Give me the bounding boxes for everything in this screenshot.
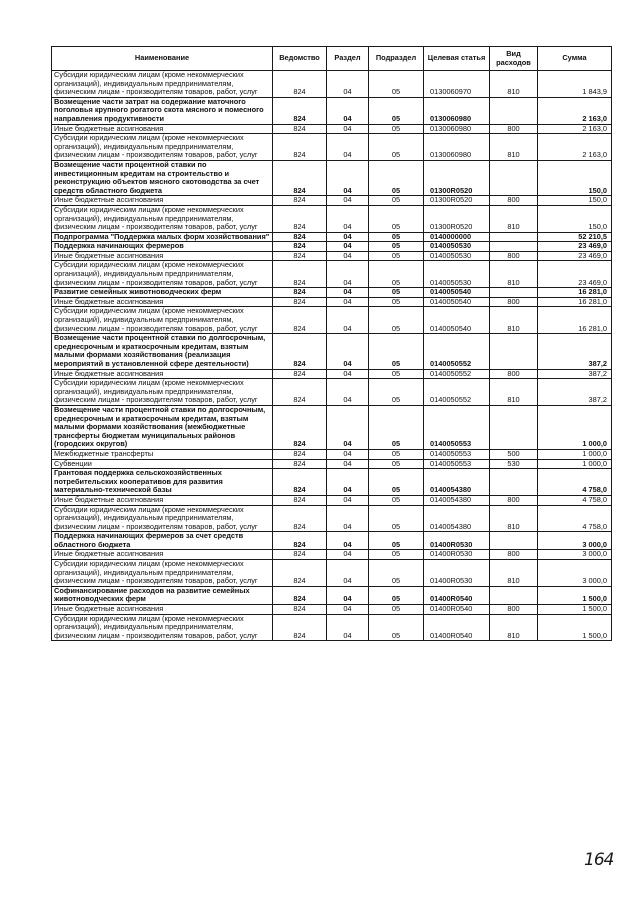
row-summa: 3 000,0 — [538, 560, 612, 587]
row-razdel: 04 — [327, 469, 369, 496]
row-vedomstvo: 824 — [273, 614, 327, 641]
table-row — [52, 560, 612, 587]
row-name: Иные бюджетные ассигнования — [52, 495, 273, 505]
row-razdel: 04 — [327, 297, 369, 307]
row-name: Подпрограмма "Поддержка малых форм хозяйствования" — [52, 232, 273, 242]
table-row — [52, 71, 612, 98]
row-razdel: 04 — [327, 495, 369, 505]
row-razdel: 04 — [327, 532, 369, 550]
table-row — [52, 134, 612, 161]
row-name: Иные бюджетные ассигнования — [52, 369, 273, 379]
row-razdel: 04 — [327, 560, 369, 587]
row-vedomstvo: 824 — [273, 550, 327, 560]
row-vedomstvo: 824 — [273, 251, 327, 261]
row-podrazdel: 05 — [369, 97, 424, 124]
row-vid-rashodov: 800 — [490, 550, 538, 560]
row-vid-rashodov: 810 — [490, 134, 538, 161]
table-row — [52, 369, 612, 379]
row-vid-rashodov: 810 — [490, 261, 538, 288]
row-vedomstvo: 824 — [273, 124, 327, 134]
row-celevaya-statya: 0130060980 — [424, 124, 490, 134]
row-razdel: 04 — [327, 196, 369, 206]
table-row — [52, 586, 612, 604]
row-razdel: 04 — [327, 251, 369, 261]
row-celevaya-statya: 0140050552 — [424, 334, 490, 369]
row-celevaya-statya: 01400R0530 — [424, 550, 490, 560]
row-name: Субвенции — [52, 459, 273, 469]
page-number: 164 — [584, 850, 614, 870]
row-razdel: 04 — [327, 405, 369, 449]
row-name: Иные бюджетные ассигнования — [52, 297, 273, 307]
table-row — [52, 614, 612, 641]
row-celevaya-statya: 0130060980 — [424, 97, 490, 124]
row-vid-rashodov: 500 — [490, 449, 538, 459]
row-summa: 2 163,0 — [538, 124, 612, 134]
row-name: Субсидии юридическим лицам (кроме некоммерческих организаций), индивидуальным предпринимателям, физическим лицам - производителям товаров, работ, услуг — [52, 134, 273, 161]
row-summa: 16 281,0 — [538, 307, 612, 334]
row-vedomstvo: 824 — [273, 449, 327, 459]
table-row — [52, 379, 612, 406]
row-podrazdel: 05 — [369, 449, 424, 459]
row-celevaya-statya: 01400R0530 — [424, 532, 490, 550]
row-summa: 3 000,0 — [538, 532, 612, 550]
row-name: Субсидии юридическим лицам (кроме некоммерческих организаций), индивидуальным предпринимателям, физическим лицам - производителям товаров, работ, услуг — [52, 71, 273, 98]
table-row — [52, 205, 612, 232]
row-vid-rashodov — [490, 405, 538, 449]
row-podrazdel: 05 — [369, 405, 424, 449]
row-podrazdel: 05 — [369, 232, 424, 242]
row-razdel: 04 — [327, 242, 369, 252]
row-vid-rashodov: 810 — [490, 505, 538, 532]
row-vid-rashodov — [490, 160, 538, 195]
row-summa: 1 000,0 — [538, 405, 612, 449]
row-vedomstvo: 824 — [273, 261, 327, 288]
row-summa: 150,0 — [538, 160, 612, 195]
row-podrazdel: 05 — [369, 560, 424, 587]
row-podrazdel: 05 — [369, 297, 424, 307]
row-name: Возмещение части процентной ставки по долгосрочным, среднесрочным и краткосрочным кредитам, взятым малыми формами хозяйствования (реализация мероприятий в установленной сфере деятельности) — [52, 334, 273, 369]
row-celevaya-statya: 01300R0520 — [424, 196, 490, 206]
row-summa: 1 000,0 — [538, 459, 612, 469]
budget-table — [51, 46, 612, 641]
row-vedomstvo: 824 — [273, 160, 327, 195]
row-razdel: 04 — [327, 97, 369, 124]
row-vedomstvo: 824 — [273, 307, 327, 334]
row-vid-rashodov — [490, 232, 538, 242]
row-name: Иные бюджетные ассигнования — [52, 550, 273, 560]
row-vid-rashodov: 810 — [490, 307, 538, 334]
row-summa: 1 500,0 — [538, 605, 612, 615]
row-podrazdel: 05 — [369, 124, 424, 134]
row-name: Поддержка начинающих фермеров за счет средств областного бюджета — [52, 532, 273, 550]
header-name: Наименование — [52, 47, 273, 71]
row-celevaya-statya: 01400R0540 — [424, 586, 490, 604]
row-razdel: 04 — [327, 449, 369, 459]
row-celevaya-statya: 0140054380 — [424, 505, 490, 532]
row-vid-rashodov: 810 — [490, 614, 538, 641]
row-celevaya-statya: 0140050530 — [424, 251, 490, 261]
row-vedomstvo: 824 — [273, 532, 327, 550]
row-name: Субсидии юридическим лицам (кроме некоммерческих организаций), индивидуальным предпринимателям, физическим лицам - производителям товаров, работ, услуг — [52, 614, 273, 641]
row-vid-rashodov: 800 — [490, 297, 538, 307]
row-celevaya-statya: 0140000000 — [424, 232, 490, 242]
row-celevaya-statya: 0140050553 — [424, 405, 490, 449]
row-summa: 4 758,0 — [538, 505, 612, 532]
row-podrazdel: 05 — [369, 369, 424, 379]
row-summa: 23 469,0 — [538, 242, 612, 252]
row-vid-rashodov — [490, 288, 538, 298]
row-razdel: 04 — [327, 205, 369, 232]
row-name: Возмещение части процентной ставки по инвестиционным кредитам на строительство и реконструкцию объектов мясного скотоводства за счет средств областного бюджета — [52, 160, 273, 195]
row-summa: 387,2 — [538, 369, 612, 379]
row-podrazdel: 05 — [369, 242, 424, 252]
row-vid-rashodov: 810 — [490, 560, 538, 587]
row-vedomstvo: 824 — [273, 242, 327, 252]
row-podrazdel: 05 — [369, 261, 424, 288]
row-vedomstvo: 824 — [273, 232, 327, 242]
row-vid-rashodov: 810 — [490, 205, 538, 232]
row-vedomstvo: 824 — [273, 605, 327, 615]
row-celevaya-statya: 01400R0530 — [424, 560, 490, 587]
row-razdel: 04 — [327, 160, 369, 195]
row-vid-rashodov: 800 — [490, 251, 538, 261]
row-celevaya-statya: 0140050553 — [424, 459, 490, 469]
row-celevaya-statya: 01400R0540 — [424, 605, 490, 615]
row-celevaya-statya: 0140050540 — [424, 297, 490, 307]
row-name: Межбюджетные трансферты — [52, 449, 273, 459]
row-celevaya-statya: 0140050540 — [424, 288, 490, 298]
row-celevaya-statya: 0140050530 — [424, 261, 490, 288]
row-vedomstvo: 824 — [273, 288, 327, 298]
row-vedomstvo: 824 — [273, 459, 327, 469]
row-summa: 2 163,0 — [538, 134, 612, 161]
table-row — [52, 261, 612, 288]
row-razdel: 04 — [327, 334, 369, 369]
row-summa: 387,2 — [538, 334, 612, 369]
row-name: Иные бюджетные ассигнования — [52, 124, 273, 134]
row-summa: 52 210,5 — [538, 232, 612, 242]
row-razdel: 04 — [327, 307, 369, 334]
row-name: Субсидии юридическим лицам (кроме некоммерческих организаций), индивидуальным предпринимателям, физическим лицам - производителям товаров, работ, услуг — [52, 307, 273, 334]
row-vid-rashodov: 810 — [490, 71, 538, 98]
row-podrazdel: 05 — [369, 605, 424, 615]
table-row — [52, 124, 612, 134]
table-row — [52, 405, 612, 449]
row-podrazdel: 05 — [369, 251, 424, 261]
row-vedomstvo: 824 — [273, 560, 327, 587]
row-celevaya-statya: 0130060970 — [424, 71, 490, 98]
row-vedomstvo: 824 — [273, 369, 327, 379]
header-celevaya-statya: Целевая статья — [424, 47, 490, 71]
row-podrazdel: 05 — [369, 334, 424, 369]
row-podrazdel: 05 — [369, 379, 424, 406]
row-vid-rashodov: 800 — [490, 196, 538, 206]
row-summa: 150,0 — [538, 205, 612, 232]
row-vid-rashodov: 530 — [490, 459, 538, 469]
row-vid-rashodov: 800 — [490, 369, 538, 379]
row-summa: 1 000,0 — [538, 449, 612, 459]
table-row — [52, 495, 612, 505]
row-summa: 23 469,0 — [538, 261, 612, 288]
row-razdel: 04 — [327, 614, 369, 641]
row-razdel: 04 — [327, 71, 369, 98]
table-row — [52, 232, 612, 242]
table-row — [52, 505, 612, 532]
table-row — [52, 297, 612, 307]
row-celevaya-statya: 0130060980 — [424, 134, 490, 161]
row-vid-rashodov — [490, 242, 538, 252]
row-summa: 3 000,0 — [538, 550, 612, 560]
row-celevaya-statya: 0140050530 — [424, 242, 490, 252]
row-celevaya-statya: 01400R0540 — [424, 614, 490, 641]
row-summa: 150,0 — [538, 196, 612, 206]
row-podrazdel: 05 — [369, 196, 424, 206]
row-podrazdel: 05 — [369, 134, 424, 161]
row-summa: 1 500,0 — [538, 586, 612, 604]
row-razdel: 04 — [327, 505, 369, 532]
row-vedomstvo: 824 — [273, 586, 327, 604]
table-row — [52, 550, 612, 560]
table-row — [52, 288, 612, 298]
row-razdel: 04 — [327, 261, 369, 288]
row-vedomstvo: 824 — [273, 505, 327, 532]
row-celevaya-statya: 0140050552 — [424, 369, 490, 379]
row-razdel: 04 — [327, 459, 369, 469]
table-body — [52, 71, 612, 641]
row-vedomstvo: 824 — [273, 196, 327, 206]
row-razdel: 04 — [327, 586, 369, 604]
row-vid-rashodov: 810 — [490, 379, 538, 406]
row-name: Развитие семейных животноводческих ферм — [52, 288, 273, 298]
row-summa: 4 758,0 — [538, 495, 612, 505]
row-celevaya-statya: 01300R0520 — [424, 205, 490, 232]
row-vid-rashodov — [490, 586, 538, 604]
row-razdel: 04 — [327, 550, 369, 560]
table-row — [52, 532, 612, 550]
row-podrazdel: 05 — [369, 532, 424, 550]
row-celevaya-statya: 0140050540 — [424, 307, 490, 334]
row-podrazdel: 05 — [369, 505, 424, 532]
row-vedomstvo: 824 — [273, 297, 327, 307]
row-podrazdel: 05 — [369, 71, 424, 98]
budget-table-sheet — [51, 46, 611, 641]
row-podrazdel: 05 — [369, 459, 424, 469]
row-name: Субсидии юридическим лицам (кроме некоммерческих организаций), индивидуальным предпринимателям, физическим лицам - производителям товаров, работ, услуг — [52, 505, 273, 532]
row-vedomstvo: 824 — [273, 495, 327, 505]
row-razdel: 04 — [327, 379, 369, 406]
row-name: Иные бюджетные ассигнования — [52, 605, 273, 615]
table-header — [52, 47, 612, 71]
row-razdel: 04 — [327, 134, 369, 161]
row-vedomstvo: 824 — [273, 71, 327, 98]
row-podrazdel: 05 — [369, 288, 424, 298]
row-summa: 1 500,0 — [538, 614, 612, 641]
row-vid-rashodov: 800 — [490, 605, 538, 615]
row-podrazdel: 05 — [369, 614, 424, 641]
row-name: Субсидии юридическим лицам (кроме некоммерческих организаций), индивидуальным предпринимателям, физическим лицам - производителям товаров, работ, услуг — [52, 560, 273, 587]
table-row — [52, 469, 612, 496]
row-summa: 387,2 — [538, 379, 612, 406]
row-razdel: 04 — [327, 288, 369, 298]
header-summa: Сумма — [538, 47, 612, 71]
row-celevaya-statya: 0140050553 — [424, 449, 490, 459]
row-name: Софинансирование расходов на развитие семейных животноводческих ферм — [52, 586, 273, 604]
row-name: Иные бюджетные ассигнования — [52, 251, 273, 261]
row-name: Субсидии юридическим лицам (кроме некоммерческих организаций), индивидуальным предпринимателям, физическим лицам - производителям товаров, работ, услуг — [52, 205, 273, 232]
row-summa: 2 163,0 — [538, 97, 612, 124]
row-name: Грантовая поддержка сельскохозяйственных потребительских кооперативов для развития материально-технической базы — [52, 469, 273, 496]
row-vedomstvo: 824 — [273, 469, 327, 496]
row-vedomstvo: 824 — [273, 405, 327, 449]
header-podrazdel: Подраздел — [369, 47, 424, 71]
row-name: Возмещение части процентной ставки по долгосрочным, среднесрочным и краткосрочным кредитам, взятым малыми формами хозяйствования (межбюджетные трансферты бюджетам муниципальных районов (городских округов) — [52, 405, 273, 449]
row-podrazdel: 05 — [369, 469, 424, 496]
row-celevaya-statya: 0140050552 — [424, 379, 490, 406]
row-summa: 1 843,9 — [538, 71, 612, 98]
row-vedomstvo: 824 — [273, 205, 327, 232]
row-name: Субсидии юридическим лицам (кроме некоммерческих организаций), индивидуальным предпринимателям, физическим лицам - производителям товаров, работ, услуг — [52, 261, 273, 288]
row-vid-rashodov: 800 — [490, 124, 538, 134]
row-vid-rashodov: 800 — [490, 495, 538, 505]
table-row — [52, 307, 612, 334]
header-vedomstvo: Ведомство — [273, 47, 327, 71]
row-name: Субсидии юридическим лицам (кроме некоммерческих организаций), индивидуальным предпринимателям, физическим лицам - производителям товаров, работ, услуг — [52, 379, 273, 406]
row-summa: 16 281,0 — [538, 288, 612, 298]
table-row — [52, 160, 612, 195]
row-vedomstvo: 824 — [273, 97, 327, 124]
table-row — [52, 334, 612, 369]
row-vedomstvo: 824 — [273, 379, 327, 406]
table-row — [52, 605, 612, 615]
row-vedomstvo: 824 — [273, 334, 327, 369]
row-celevaya-statya: 01300R0520 — [424, 160, 490, 195]
row-celevaya-statya: 0140054380 — [424, 495, 490, 505]
row-razdel: 04 — [327, 605, 369, 615]
row-podrazdel: 05 — [369, 160, 424, 195]
row-vid-rashodov — [490, 334, 538, 369]
row-vid-rashodov — [490, 532, 538, 550]
row-celevaya-statya: 0140054380 — [424, 469, 490, 496]
header-razdel: Раздел — [327, 47, 369, 71]
row-razdel: 04 — [327, 369, 369, 379]
header-vid-rashodov: Вид расходов — [490, 47, 538, 71]
row-podrazdel: 05 — [369, 550, 424, 560]
row-podrazdel: 05 — [369, 205, 424, 232]
row-vid-rashodov — [490, 97, 538, 124]
row-name: Иные бюджетные ассигнования — [52, 196, 273, 206]
row-podrazdel: 05 — [369, 586, 424, 604]
row-razdel: 04 — [327, 124, 369, 134]
row-summa: 16 281,0 — [538, 297, 612, 307]
table-row — [52, 97, 612, 124]
table-row — [52, 242, 612, 252]
row-name: Возмещение части затрат на содержание маточного поголовья крупного рогатого скота мясного и помесного направления продуктивности — [52, 97, 273, 124]
table-row — [52, 449, 612, 459]
row-summa: 4 758,0 — [538, 469, 612, 496]
row-vedomstvo: 824 — [273, 134, 327, 161]
row-vid-rashodov — [490, 469, 538, 496]
row-razdel: 04 — [327, 232, 369, 242]
table-row — [52, 459, 612, 469]
row-podrazdel: 05 — [369, 495, 424, 505]
row-summa: 23 469,0 — [538, 251, 612, 261]
row-name: Поддержка начинающих фермеров — [52, 242, 273, 252]
row-podrazdel: 05 — [369, 307, 424, 334]
table-row — [52, 251, 612, 261]
table-row — [52, 196, 612, 206]
